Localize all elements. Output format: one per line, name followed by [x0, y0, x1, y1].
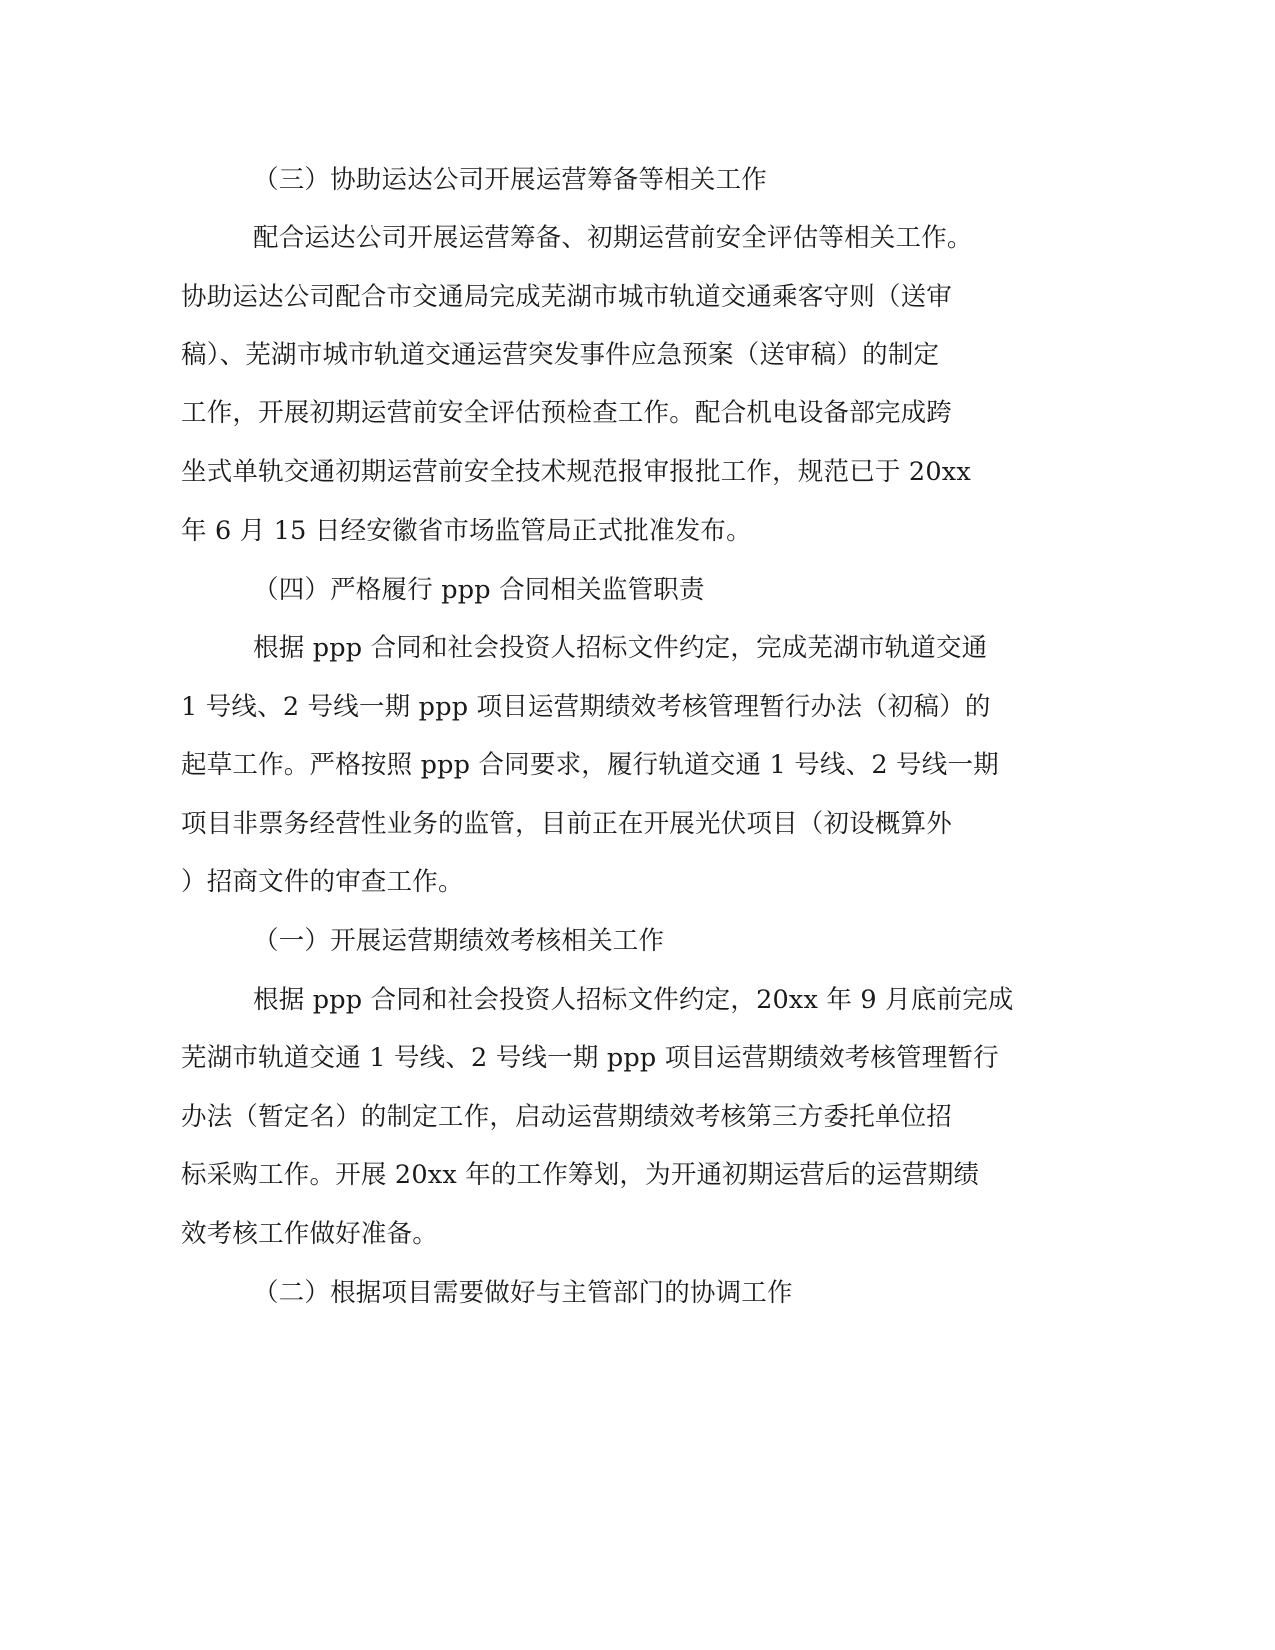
section-heading-1: （一）开展运营期绩效考核相关工作 — [253, 926, 665, 956]
paragraph-line: 起草工作。严格按照 ppp 合同要求，履行轨道交通 1 号线、2 号线一期 — [181, 750, 999, 780]
paragraph-line: ）招商文件的审查工作。 — [181, 867, 464, 897]
paragraph-line: 年 6 月 15 日经安徽省市场监管局正式批准发布。 — [181, 516, 752, 546]
paragraph-line: 协助运达公司配合市交通局完成芜湖市城市轨道交通乘客守则（送审 — [181, 282, 953, 312]
paragraph-line: 标采购工作。开展 20xx 年的工作筹划，为开通初期运营后的运营期绩 — [181, 1160, 980, 1190]
paragraph-line: 根据 ppp 合同和社会投资人招标文件约定，20xx 年 9 月底前完成 — [253, 985, 1014, 1015]
paragraph-line: 效考核工作做好准备。 — [181, 1219, 439, 1249]
paragraph-line: 坐式单轨交通初期运营前安全技术规范报审报批工作，规范已于 20xx — [181, 457, 971, 487]
section-heading-2: （二）根据项目需要做好与主管部门的协调工作 — [253, 1278, 793, 1308]
paragraph-line: 配合运达公司开展运营筹备、初期运营前安全评估等相关工作。 — [253, 223, 973, 253]
paragraph-line: 1 号线、2 号线一期 ppp 项目运营期绩效考核管理暂行办法（初稿）的 — [181, 692, 991, 722]
paragraph-line: 稿）、芜湖市城市轨道交通运营突发事件应急预案（送审稿）的制定 — [181, 340, 940, 370]
section-heading-4: （四）严格履行 ppp 合同相关监管职责 — [253, 575, 705, 605]
paragraph-line: 工作，开展初期运营前安全评估预检查工作。配合机电设备部完成跨 — [181, 398, 953, 428]
paragraph-line: 办法（暂定名）的制定工作，启动运营期绩效考核第三方委托单位招 — [181, 1102, 953, 1132]
paragraph-line: 芜湖市轨道交通 1 号线、2 号线一期 ppp 项目运营期绩效考核管理暂行 — [181, 1043, 999, 1073]
section-heading-3: （三）协助运达公司开展运营筹备等相关工作 — [253, 165, 768, 195]
paragraph-line: 项目非票务经营性业务的监管，目前正在开展光伏项目（初设概算外 — [181, 809, 953, 839]
paragraph-line: 根据 ppp 合同和社会投资人招标文件约定，完成芜湖市轨道交通 — [253, 633, 988, 663]
